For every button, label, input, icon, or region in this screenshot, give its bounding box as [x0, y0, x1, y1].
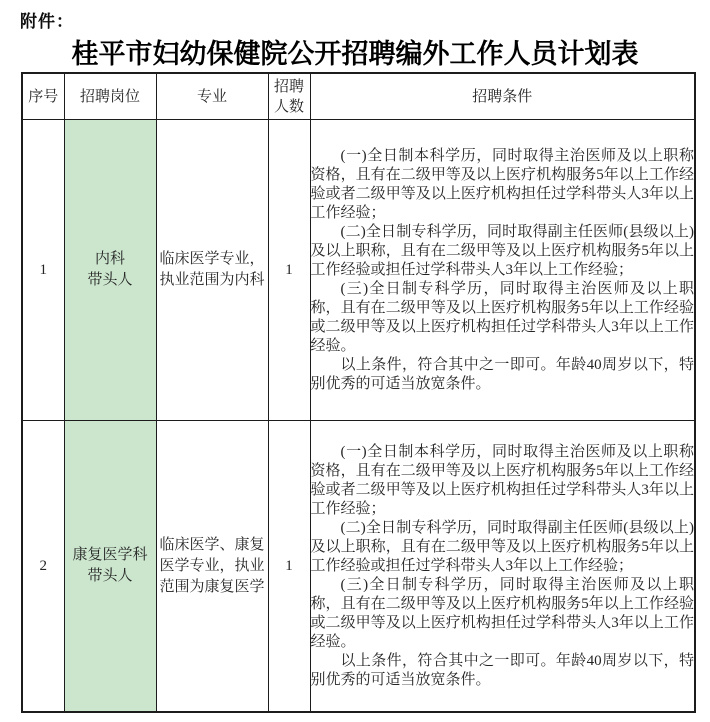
cell-conditions [310, 421, 695, 713]
condition-paragraph: (一)全日制本科学历，同时取得主治医师及以上职称资格，且有在二级甲等及以上医疗机构服务5年以上工作经验或者二级甲等及以上医疗机构担任过学科带头人3年以上工作经验； [310, 147, 694, 221]
header-no: 序号 [22, 73, 64, 120]
cell-count: 1 [268, 120, 310, 421]
condition-paragraph: (三)全日制专科学历，同时取得主治医师及以上职称，且有在二级甲等及以上医疗机构服务5年以上工作经验或二级甲等及以上医疗机构担任过学科带头人3年以上工作经验。 [310, 576, 694, 650]
table-row [22, 421, 695, 713]
header-position: 招聘岗位 [64, 73, 156, 120]
cell-major: 临床医学、康复医学专业，执业范围为康复医学 [156, 421, 268, 713]
cell-count: 1 [268, 421, 310, 713]
position-line: 带头人 [87, 568, 133, 584]
header-conditions: 招聘条件 [310, 73, 695, 120]
cell-no: 1 [22, 120, 64, 421]
condition-paragraph: 以上条件，符合其中之一即可。年龄40周岁以下，特别优秀的可适当放宽条件。 [310, 356, 694, 392]
condition-paragraph: (二)全日制专科学历，同时取得副主任医师(县级以上)及以上职称，且有在二级甲等及以上医疗机构服务5年以上工作经验或担任过学科带头人3年以上工作经验； [310, 223, 694, 278]
header-row [22, 73, 695, 120]
cell-conditions [310, 120, 695, 421]
cell-position [64, 120, 156, 421]
page-title: 桂平市妇幼保健院公开招聘编外工作人员计划表 [71, 39, 639, 69]
cell-major: 临床医学专业，执业范围为内科 [156, 120, 268, 421]
position-line: 带头人 [87, 272, 133, 288]
cell-no: 2 [22, 421, 64, 713]
position-line: 康复医学科 [72, 547, 148, 563]
condition-paragraph: (二)全日制专科学历，同时取得副主任医师(县级以上)及以上职称，且有在二级甲等及以上医疗机构服务5年以上工作经验或担任过学科带头人3年以上工作经验； [310, 519, 694, 574]
position-line: 内科 [94, 251, 125, 267]
condition-paragraph: 以上条件，符合其中之一即可。年龄40周岁以下，特别优秀的可适当放宽条件。 [310, 652, 694, 688]
header-count: 招聘人数 [268, 73, 310, 120]
table-row [22, 120, 695, 421]
condition-paragraph: (一)全日制本科学历，同时取得主治医师及以上职称资格，且有在二级甲等及以上医疗机构服务5年以上工作经验或者二级甲等及以上医疗机构担任过学科带头人3年以上工作经验； [310, 443, 694, 517]
recruitment-table [21, 72, 696, 713]
attachment-label: 附件： [20, 12, 74, 31]
condition-paragraph: (三)全日制专科学历，同时取得主治医师及以上职称，且有在二级甲等及以上医疗机构服务5年以上工作经验或二级甲等及以上医疗机构担任过学科带头人3年以上工作经验。 [310, 280, 694, 354]
header-major: 专业 [156, 73, 268, 120]
cell-position [64, 421, 156, 713]
